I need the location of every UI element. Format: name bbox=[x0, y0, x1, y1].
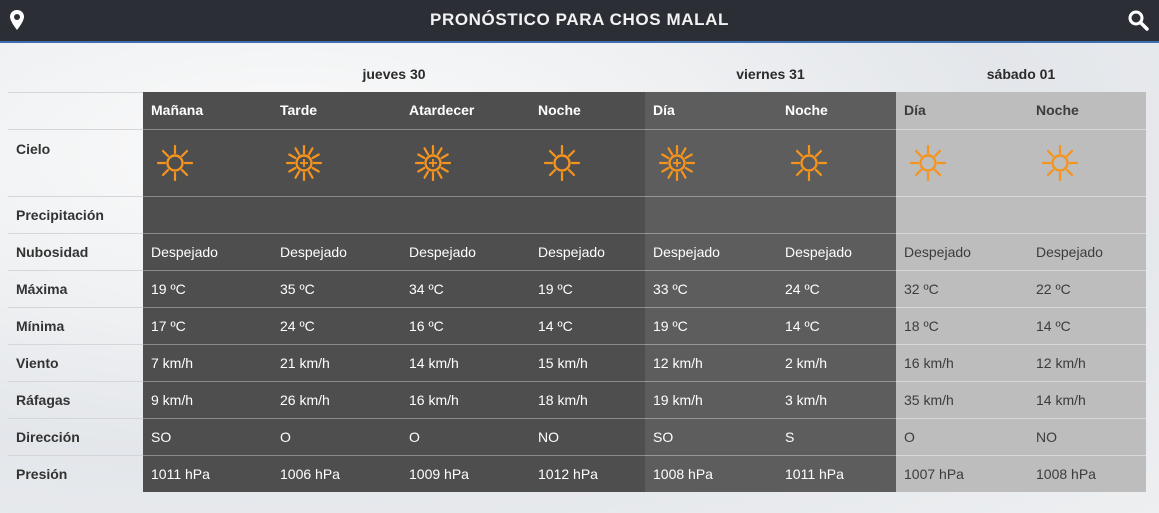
sky-cell bbox=[272, 129, 401, 196]
precipitation-cell bbox=[645, 196, 896, 233]
viento-cell: 16 km/h bbox=[896, 344, 1028, 381]
presion-cell: 1006 hPa bbox=[272, 455, 401, 492]
minima-cell: 24 ºC bbox=[272, 307, 401, 344]
viento-cell: 12 km/h bbox=[1028, 344, 1146, 381]
sky-cell bbox=[645, 129, 777, 196]
maxima-cell: 34 ºC bbox=[401, 270, 530, 307]
nubosidad-cell: Despejado bbox=[896, 233, 1028, 270]
row-label-sky: Cielo bbox=[8, 129, 143, 196]
direccion-cell: NO bbox=[530, 418, 645, 455]
sky-cell bbox=[777, 129, 896, 196]
period-header: Día bbox=[896, 92, 1028, 129]
viento-cell: 7 km/h bbox=[143, 344, 272, 381]
precipitation-cell bbox=[896, 196, 1146, 233]
rafagas-cell: 9 km/h bbox=[143, 381, 272, 418]
rafagas-cell: 18 km/h bbox=[530, 381, 645, 418]
sky-cell bbox=[401, 129, 530, 196]
sky-cell bbox=[143, 129, 272, 196]
rafagas-cell: 14 km/h bbox=[1028, 381, 1146, 418]
minima-cell: 17 ºC bbox=[143, 307, 272, 344]
row-label-direccion: Dirección bbox=[8, 418, 143, 455]
direccion-cell: O bbox=[896, 418, 1028, 455]
direccion-cell: O bbox=[401, 418, 530, 455]
viento-cell: 2 km/h bbox=[777, 344, 896, 381]
row-label-nubosidad: Nubosidad bbox=[8, 233, 143, 270]
nubosidad-cell: Despejado bbox=[530, 233, 645, 270]
sun-icon bbox=[155, 143, 195, 183]
row-label-minima: Mínima bbox=[8, 307, 143, 344]
period-header: Mañana bbox=[143, 92, 272, 129]
period-header: Noche bbox=[530, 92, 645, 129]
sky-cell bbox=[896, 129, 1028, 196]
maxima-cell: 32 ºC bbox=[896, 270, 1028, 307]
row-label-maxima: Máxima bbox=[8, 270, 143, 307]
direccion-cell: O bbox=[272, 418, 401, 455]
viento-cell: 12 km/h bbox=[645, 344, 777, 381]
direccion-cell: SO bbox=[143, 418, 272, 455]
period-header: Noche bbox=[1028, 92, 1146, 129]
day-header: sábado 01 bbox=[986, 66, 1056, 82]
nubosidad-cell: Despejado bbox=[645, 233, 777, 270]
rafagas-cell: 3 km/h bbox=[777, 381, 896, 418]
nubosidad-cell: Despejado bbox=[143, 233, 272, 270]
days-corner bbox=[8, 56, 143, 92]
direccion-cell: NO bbox=[1028, 418, 1146, 455]
search-icon[interactable] bbox=[1127, 9, 1149, 31]
row-label-rafagas: Ráfagas bbox=[8, 381, 143, 418]
sun-hot-icon bbox=[413, 143, 453, 183]
maxima-cell: 19 ºC bbox=[143, 270, 272, 307]
rafagas-cell: 26 km/h bbox=[272, 381, 401, 418]
minima-cell: 14 ºC bbox=[530, 307, 645, 344]
viento-cell: 14 km/h bbox=[401, 344, 530, 381]
period-header: Tarde bbox=[272, 92, 401, 129]
precipitation-cell bbox=[143, 196, 645, 233]
maxima-cell: 19 ºC bbox=[530, 270, 645, 307]
presion-cell: 1009 hPa bbox=[401, 455, 530, 492]
presion-cell: 1008 hPa bbox=[645, 455, 777, 492]
period-header: Día bbox=[645, 92, 777, 129]
minima-cell: 18 ºC bbox=[896, 307, 1028, 344]
direccion-cell: S bbox=[777, 418, 896, 455]
nubosidad-cell: Despejado bbox=[777, 233, 896, 270]
forecast-table bbox=[8, 56, 1146, 492]
viento-cell: 15 km/h bbox=[530, 344, 645, 381]
periods-corner bbox=[8, 92, 143, 129]
period-header: Atardecer bbox=[401, 92, 530, 129]
sun-icon bbox=[908, 143, 948, 183]
day-header: viernes 31 bbox=[736, 66, 805, 82]
period-header: Noche bbox=[777, 92, 896, 129]
day-header: jueves 30 bbox=[362, 66, 426, 82]
sun-hot-icon bbox=[284, 143, 324, 183]
page-title: PRONÓSTICO PARA CHOS MALAL bbox=[430, 10, 729, 29]
sky-cell bbox=[530, 129, 645, 196]
presion-cell: 1008 hPa bbox=[1028, 455, 1146, 492]
maxima-cell: 22 ºC bbox=[1028, 270, 1146, 307]
minima-cell: 19 ºC bbox=[645, 307, 777, 344]
sky-cell bbox=[1028, 129, 1146, 196]
direccion-cell: SO bbox=[645, 418, 777, 455]
rafagas-cell: 16 km/h bbox=[401, 381, 530, 418]
top-bar bbox=[0, 0, 1159, 43]
presion-cell: 1012 hPa bbox=[530, 455, 645, 492]
maxima-cell: 35 ºC bbox=[272, 270, 401, 307]
nubosidad-cell: Despejado bbox=[1028, 233, 1146, 270]
row-label-precipitation: Precipitación bbox=[8, 196, 143, 233]
sun-icon bbox=[789, 143, 829, 183]
row-label-presion: Presión bbox=[8, 455, 143, 492]
viento-cell: 21 km/h bbox=[272, 344, 401, 381]
sun-icon bbox=[1040, 143, 1080, 183]
minima-cell: 14 ºC bbox=[1028, 307, 1146, 344]
presion-cell: 1011 hPa bbox=[777, 455, 896, 492]
maxima-cell: 33 ºC bbox=[645, 270, 777, 307]
presion-cell: 1007 hPa bbox=[896, 455, 1028, 492]
rafagas-cell: 19 km/h bbox=[645, 381, 777, 418]
presion-cell: 1011 hPa bbox=[143, 455, 272, 492]
minima-cell: 14 ºC bbox=[777, 307, 896, 344]
nubosidad-cell: Despejado bbox=[272, 233, 401, 270]
rafagas-cell: 35 km/h bbox=[896, 381, 1028, 418]
row-label-viento: Viento bbox=[8, 344, 143, 381]
sun-icon bbox=[542, 143, 582, 183]
maxima-cell: 24 ºC bbox=[777, 270, 896, 307]
sun-hot-icon bbox=[657, 143, 697, 183]
minima-cell: 16 ºC bbox=[401, 307, 530, 344]
nubosidad-cell: Despejado bbox=[401, 233, 530, 270]
